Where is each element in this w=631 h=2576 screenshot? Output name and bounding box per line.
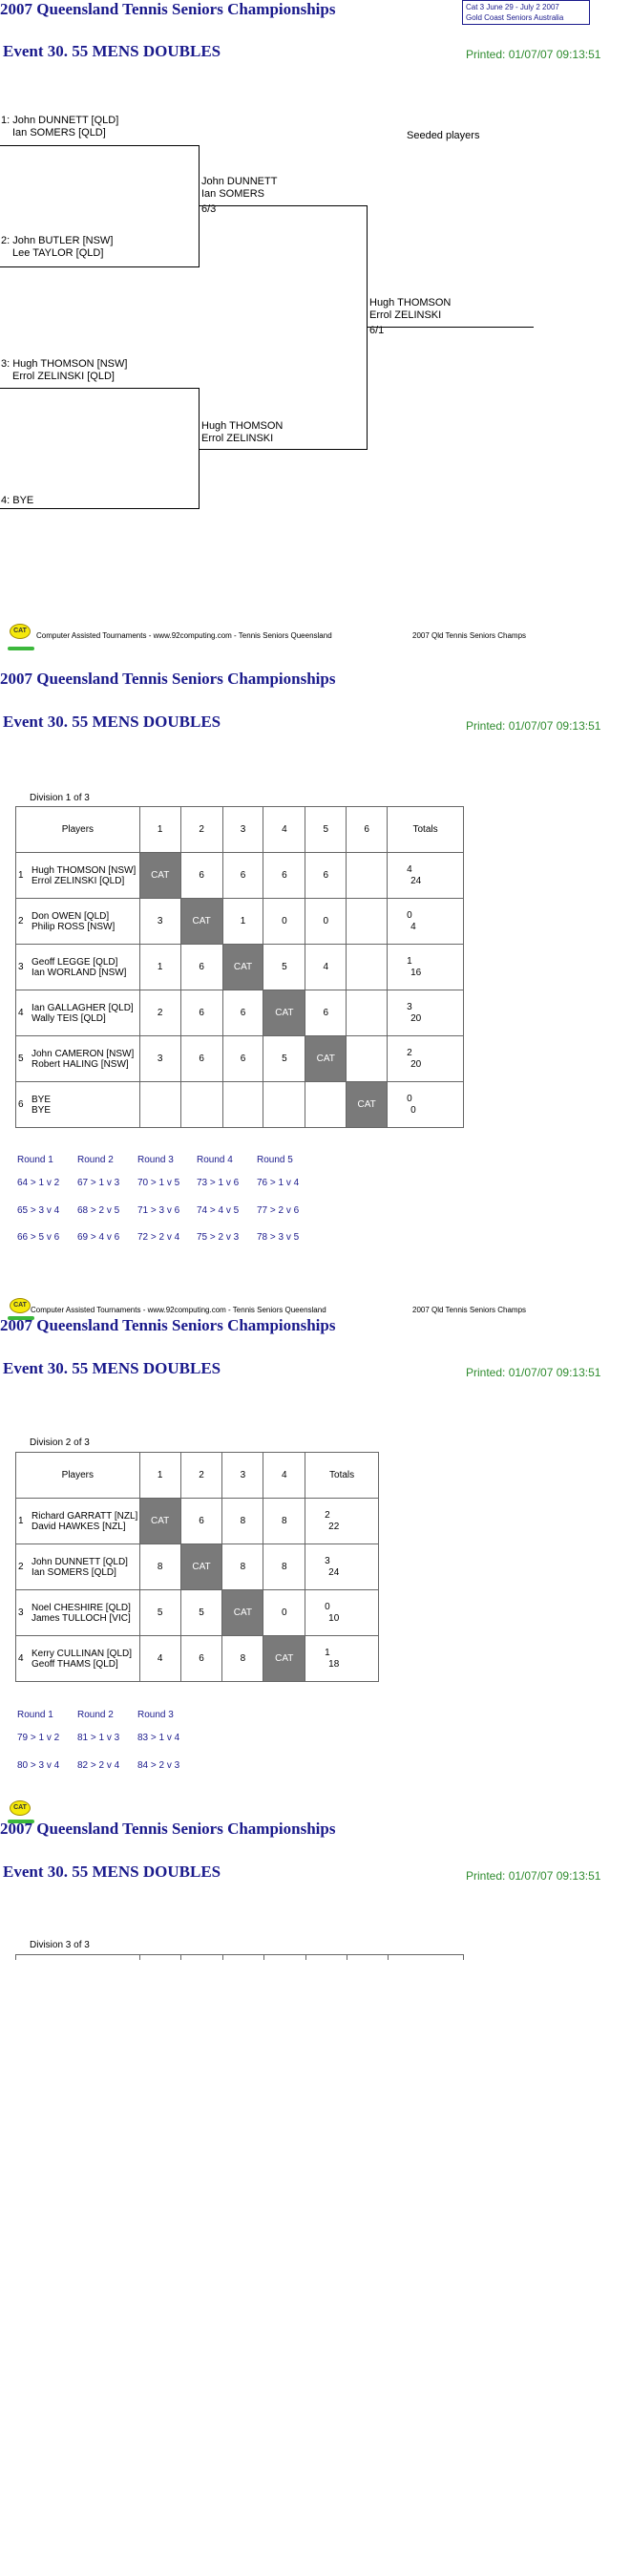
- player-name: Don OWEN [QLD]: [32, 910, 110, 922]
- player-name: Noel CHESHIRE [QLD]: [32, 1602, 131, 1613]
- logo-swoosh: [8, 647, 34, 650]
- column-header: 3: [222, 1453, 263, 1499]
- round-match: 79 > 1 v 2: [17, 1733, 60, 1743]
- wins-total: 0: [325, 1601, 330, 1612]
- totals-cell: [388, 1082, 464, 1128]
- round-header: Round 2: [77, 1155, 114, 1165]
- round-match: 72 > 2 v 4: [137, 1232, 180, 1243]
- player-cell: [16, 1544, 140, 1590]
- row-number: 6: [18, 1099, 24, 1110]
- totals-cell: [305, 1636, 379, 1682]
- score-cell: 6: [180, 990, 222, 1036]
- score-cell: [347, 945, 388, 990]
- draw-r2-entry-2-line2: Errol ZELINSKI: [201, 433, 274, 444]
- round-match: 82 > 2 v 4: [77, 1760, 120, 1771]
- footer-credit: Computer Assisted Tournaments - www.92computing.com - Tennis Seniors Queensland: [31, 1306, 326, 1314]
- player-cell: [16, 853, 140, 899]
- draw-r2-entry-2-line1: Hugh THOMSON: [201, 420, 284, 432]
- wins-total: 0: [407, 909, 412, 921]
- score-cell: [222, 1082, 263, 1128]
- bracket-line: [199, 205, 367, 206]
- games-total: 20: [410, 1058, 422, 1070]
- score-cell: [263, 1082, 305, 1128]
- row-number: 1: [18, 1516, 24, 1526]
- score-cell: 6: [180, 945, 222, 990]
- column-header: 1: [139, 1453, 180, 1499]
- player-cell: [16, 899, 140, 945]
- self-cell: CAT: [180, 899, 222, 945]
- table-row: [16, 1544, 379, 1590]
- totals-header: Totals: [305, 1453, 379, 1499]
- score-cell: 2: [139, 990, 180, 1036]
- event-title: Event 30. 55 MENS DOUBLES: [3, 1863, 221, 1881]
- score-cell: 8: [139, 1544, 180, 1590]
- self-cell: CAT: [263, 1636, 305, 1682]
- championship-title: 2007 Queensland Tennis Seniors Championships: [0, 0, 336, 18]
- score-cell: [347, 1036, 388, 1082]
- footer-credit: Computer Assisted Tournaments - www.92computing.com - Tennis Seniors Queensland: [36, 631, 332, 640]
- draw-r1-entry-2-line2: Lee TAYLOR [QLD]: [12, 247, 104, 259]
- score-cell: [305, 1082, 347, 1128]
- score-cell: 1: [222, 899, 263, 945]
- round-match: 74 > 4 v 5: [197, 1205, 240, 1216]
- footer-tournament: 2007 Qld Tennis Seniors Champs: [412, 631, 527, 640]
- wins-total: 1: [325, 1647, 330, 1658]
- score-cell: 3: [139, 899, 180, 945]
- round-match: 67 > 1 v 3: [77, 1178, 120, 1188]
- player-name: Philip ROSS [NSW]: [32, 921, 116, 932]
- self-cell: CAT: [347, 1082, 388, 1128]
- round-header: Round 2: [77, 1710, 114, 1720]
- bracket-line: [199, 145, 200, 267]
- draw-final-line1: Hugh THOMSON: [369, 297, 452, 309]
- column-header: 4: [263, 807, 305, 853]
- table-row: [16, 853, 464, 899]
- bracket-line: [0, 145, 199, 146]
- score-cell: 0: [263, 899, 305, 945]
- player-cell: [16, 1636, 140, 1682]
- player-name: John CAMERON [NSW]: [32, 1048, 135, 1059]
- round-match: 70 > 1 v 5: [137, 1178, 180, 1188]
- score-cell: 1: [139, 945, 180, 990]
- totals-cell: [388, 899, 464, 945]
- wins-total: 3: [325, 1555, 330, 1566]
- player-name: Hugh THOMSON [NSW]: [32, 864, 137, 876]
- score-cell: 6: [180, 1636, 222, 1682]
- games-total: 10: [328, 1612, 340, 1624]
- division-2-body: [16, 1499, 379, 1682]
- cat-logo-icon: CAT: [10, 624, 31, 639]
- player-name: Robert HALING [NSW]: [32, 1058, 129, 1070]
- tournament-venue: Gold Coast Seniors Australia: [466, 13, 564, 22]
- round-match: 83 > 1 v 4: [137, 1733, 180, 1743]
- score-cell: 6: [305, 990, 347, 1036]
- draw-r1-entry-3-line1: 3: Hugh THOMSON [NSW]: [1, 358, 128, 370]
- round-header: Round 3: [137, 1710, 174, 1720]
- row-number: 4: [18, 1653, 24, 1664]
- score-cell: 6: [180, 1036, 222, 1082]
- player-name: Ian GALLAGHER [QLD]: [32, 1002, 134, 1013]
- totals-cell: [305, 1590, 379, 1636]
- score-cell: [139, 1082, 180, 1128]
- table-row: [16, 1636, 379, 1682]
- totals-cell: [388, 945, 464, 990]
- score-cell: 6: [222, 853, 263, 899]
- round-match: 73 > 1 v 6: [197, 1178, 240, 1188]
- round-match: 64 > 1 v 2: [17, 1178, 60, 1188]
- printed-timestamp: Printed: 01/07/07 09:13:51: [466, 1366, 601, 1379]
- players-header: Players: [16, 1453, 140, 1499]
- self-cell: CAT: [222, 1590, 263, 1636]
- table-header-row: [16, 1453, 379, 1499]
- draw-r1-entry-2-line1: 2: John BUTLER [NSW]: [1, 235, 114, 246]
- division-label: Division 1 of 3: [30, 793, 90, 803]
- column-header: 5: [305, 807, 347, 853]
- wins-total: 2: [407, 1047, 412, 1058]
- player-cell: [16, 990, 140, 1036]
- score-cell: 3: [139, 1036, 180, 1082]
- event-title: Event 30. 55 MENS DOUBLES: [3, 713, 221, 731]
- score-cell: 8: [222, 1636, 263, 1682]
- table-border: [180, 1954, 181, 1960]
- bracket-line: [367, 205, 368, 450]
- round-match: 75 > 2 v 3: [197, 1232, 240, 1243]
- totals-cell: [388, 853, 464, 899]
- score-cell: 8: [222, 1499, 263, 1544]
- row-number: 3: [18, 1607, 24, 1618]
- draw-r2-entry-1-score: 6/3: [201, 203, 217, 215]
- event-title: Event 30. 55 MENS DOUBLES: [3, 42, 221, 60]
- table-border: [139, 1954, 140, 1960]
- seeded-players-label: Seeded players: [407, 130, 480, 141]
- table-row: [16, 899, 464, 945]
- games-total: 22: [328, 1521, 340, 1532]
- player-name: BYE: [32, 1104, 52, 1116]
- player-cell: [16, 1082, 140, 1128]
- table-border: [15, 1954, 464, 1955]
- games-total: 16: [410, 967, 422, 978]
- totals-header: Totals: [388, 807, 464, 853]
- tournament-info-box: [462, 0, 590, 25]
- table-row: [16, 1036, 464, 1082]
- games-total: 4: [410, 921, 416, 932]
- row-number: 2: [18, 1562, 24, 1572]
- totals-cell: [305, 1499, 379, 1544]
- bracket-line: [0, 266, 199, 267]
- score-cell: 6: [222, 1036, 263, 1082]
- score-cell: [347, 990, 388, 1036]
- player-name: Errol ZELINSKI [QLD]: [32, 875, 125, 886]
- games-total: 0: [410, 1104, 416, 1116]
- round-match: 68 > 2 v 5: [77, 1205, 120, 1216]
- players-header: Players: [16, 807, 140, 853]
- row-number: 4: [18, 1008, 24, 1018]
- table-row: [16, 1082, 464, 1128]
- round-header: Round 5: [257, 1155, 293, 1165]
- score-cell: 8: [263, 1499, 305, 1544]
- player-name: Geoff LEGGE [QLD]: [32, 956, 118, 968]
- table-header-row: [16, 807, 464, 853]
- score-cell: 5: [263, 945, 305, 990]
- score-cell: 5: [263, 1036, 305, 1082]
- score-cell: 4: [139, 1636, 180, 1682]
- wins-total: 4: [407, 863, 412, 875]
- score-cell: 6: [305, 853, 347, 899]
- draw-r1-entry-1-line1: 1: John DUNNETT [QLD]: [1, 115, 119, 126]
- championship-title: 2007 Queensland Tennis Seniors Championships: [0, 1820, 336, 1838]
- column-header: 2: [180, 1453, 222, 1499]
- division-label: Division 2 of 3: [30, 1437, 90, 1448]
- table-border: [222, 1954, 223, 1960]
- column-header: 6: [347, 807, 388, 853]
- round-match: 66 > 5 v 6: [17, 1232, 60, 1243]
- draw-r1-entry-4-line1: 4: BYE: [1, 495, 34, 506]
- games-total: 24: [410, 875, 422, 886]
- score-cell: 6: [180, 1499, 222, 1544]
- table-row: [16, 1499, 379, 1544]
- cat-logo-icon: CAT: [10, 1298, 31, 1313]
- event-title: Event 30. 55 MENS DOUBLES: [3, 1359, 221, 1377]
- totals-cell: [388, 1036, 464, 1082]
- player-name: James TULLOCH [VIC]: [32, 1612, 131, 1624]
- draw-r1-entry-1-line2: Ian SOMERS [QLD]: [12, 127, 106, 138]
- table-border: [15, 1954, 16, 1960]
- printed-timestamp: Printed: 01/07/07 09:13:51: [466, 1869, 601, 1883]
- player-cell: [16, 1499, 140, 1544]
- cat-logo-icon: CAT: [10, 1800, 31, 1816]
- footer-tournament: 2007 Qld Tennis Seniors Champs: [412, 1306, 527, 1314]
- score-cell: [180, 1082, 222, 1128]
- self-cell: CAT: [180, 1544, 222, 1590]
- bracket-line: [367, 327, 534, 328]
- round-match: 71 > 3 v 6: [137, 1205, 180, 1216]
- score-cell: 6: [222, 990, 263, 1036]
- division-1-body: [16, 853, 464, 1128]
- round-match: 80 > 3 v 4: [17, 1760, 60, 1771]
- draw-r2-entry-1-line2: Ian SOMERS: [201, 188, 265, 200]
- table-row: [16, 945, 464, 990]
- row-number: 5: [18, 1054, 24, 1064]
- printed-timestamp: Printed: 01/07/07 09:13:51: [466, 719, 601, 733]
- round-match: 84 > 2 v 3: [137, 1760, 180, 1771]
- column-header: 1: [139, 807, 180, 853]
- player-name: John DUNNETT [QLD]: [32, 1556, 128, 1567]
- round-match: 81 > 1 v 3: [77, 1733, 120, 1743]
- round-match: 76 > 1 v 4: [257, 1178, 300, 1188]
- wins-total: 0: [407, 1093, 412, 1104]
- column-header: 4: [263, 1453, 305, 1499]
- score-cell: [347, 853, 388, 899]
- score-cell: 6: [180, 853, 222, 899]
- player-name: Ian SOMERS [QLD]: [32, 1566, 116, 1578]
- championship-title: 2007 Queensland Tennis Seniors Championships: [0, 1316, 336, 1334]
- self-cell: CAT: [139, 1499, 180, 1544]
- round-match: 65 > 3 v 4: [17, 1205, 60, 1216]
- draw-final-line2: Errol ZELINSKI: [369, 309, 442, 321]
- score-cell: 5: [180, 1590, 222, 1636]
- table-row: [16, 1590, 379, 1636]
- round-header: Round 1: [17, 1155, 53, 1165]
- player-name: Ian WORLAND [NSW]: [32, 967, 127, 978]
- division-label: Division 3 of 3: [30, 1940, 90, 1950]
- score-cell: 0: [305, 899, 347, 945]
- row-number: 1: [18, 870, 24, 881]
- score-cell: 5: [139, 1590, 180, 1636]
- totals-cell: [305, 1544, 379, 1590]
- player-name: Kerry CULLINAN [QLD]: [32, 1648, 133, 1659]
- row-number: 3: [18, 962, 24, 972]
- round-match: 77 > 2 v 6: [257, 1205, 300, 1216]
- self-cell: CAT: [222, 945, 263, 990]
- column-header: 2: [180, 807, 222, 853]
- championship-title: 2007 Queensland Tennis Seniors Championships: [0, 670, 336, 688]
- table-border: [263, 1954, 264, 1960]
- division-2-table: [15, 1452, 379, 1682]
- table-row: [16, 990, 464, 1036]
- score-cell: 0: [263, 1590, 305, 1636]
- score-cell: 4: [305, 945, 347, 990]
- bracket-line: [0, 388, 199, 389]
- row-number: 2: [18, 916, 24, 926]
- player-name: Richard GARRATT [NZL]: [32, 1510, 138, 1522]
- draw-r1-entry-3-line2: Errol ZELINSKI [QLD]: [12, 371, 115, 382]
- round-match: 69 > 4 v 6: [77, 1232, 120, 1243]
- wins-total: 1: [407, 955, 412, 967]
- table-border: [463, 1954, 464, 1960]
- player-name: David HAWKES [NZL]: [32, 1521, 126, 1532]
- self-cell: CAT: [305, 1036, 347, 1082]
- draw-final-score: 6/1: [369, 325, 385, 336]
- printed-timestamp: Printed: 01/07/07 09:13:51: [466, 48, 601, 61]
- division-1-table: [15, 806, 464, 1128]
- score-cell: 6: [263, 853, 305, 899]
- score-cell: [347, 899, 388, 945]
- player-name: Geoff THAMS [QLD]: [32, 1658, 118, 1670]
- tournament-dates: Cat 3 June 29 - July 2 2007: [466, 3, 559, 11]
- self-cell: CAT: [263, 990, 305, 1036]
- round-header: Round 4: [197, 1155, 233, 1165]
- player-cell: [16, 945, 140, 990]
- score-cell: 8: [222, 1544, 263, 1590]
- round-match: 78 > 3 v 5: [257, 1232, 300, 1243]
- round-header: Round 1: [17, 1710, 53, 1720]
- wins-total: 2: [325, 1509, 330, 1521]
- wins-total: 3: [407, 1001, 412, 1012]
- player-cell: [16, 1590, 140, 1636]
- round-header: Round 3: [137, 1155, 174, 1165]
- draw-r2-entry-1-line1: John DUNNETT: [201, 176, 278, 187]
- bracket-line: [0, 508, 199, 509]
- games-total: 20: [410, 1012, 422, 1024]
- games-total: 18: [328, 1658, 340, 1670]
- table-border: [305, 1954, 306, 1960]
- self-cell: CAT: [139, 853, 180, 899]
- player-name: BYE: [32, 1094, 52, 1105]
- player-cell: [16, 1036, 140, 1082]
- totals-cell: [388, 990, 464, 1036]
- column-header: 3: [222, 807, 263, 853]
- games-total: 24: [328, 1566, 340, 1578]
- player-name: Wally TEIS [QLD]: [32, 1012, 106, 1024]
- bracket-line: [199, 449, 367, 450]
- table-border: [388, 1954, 389, 1960]
- score-cell: 8: [263, 1544, 305, 1590]
